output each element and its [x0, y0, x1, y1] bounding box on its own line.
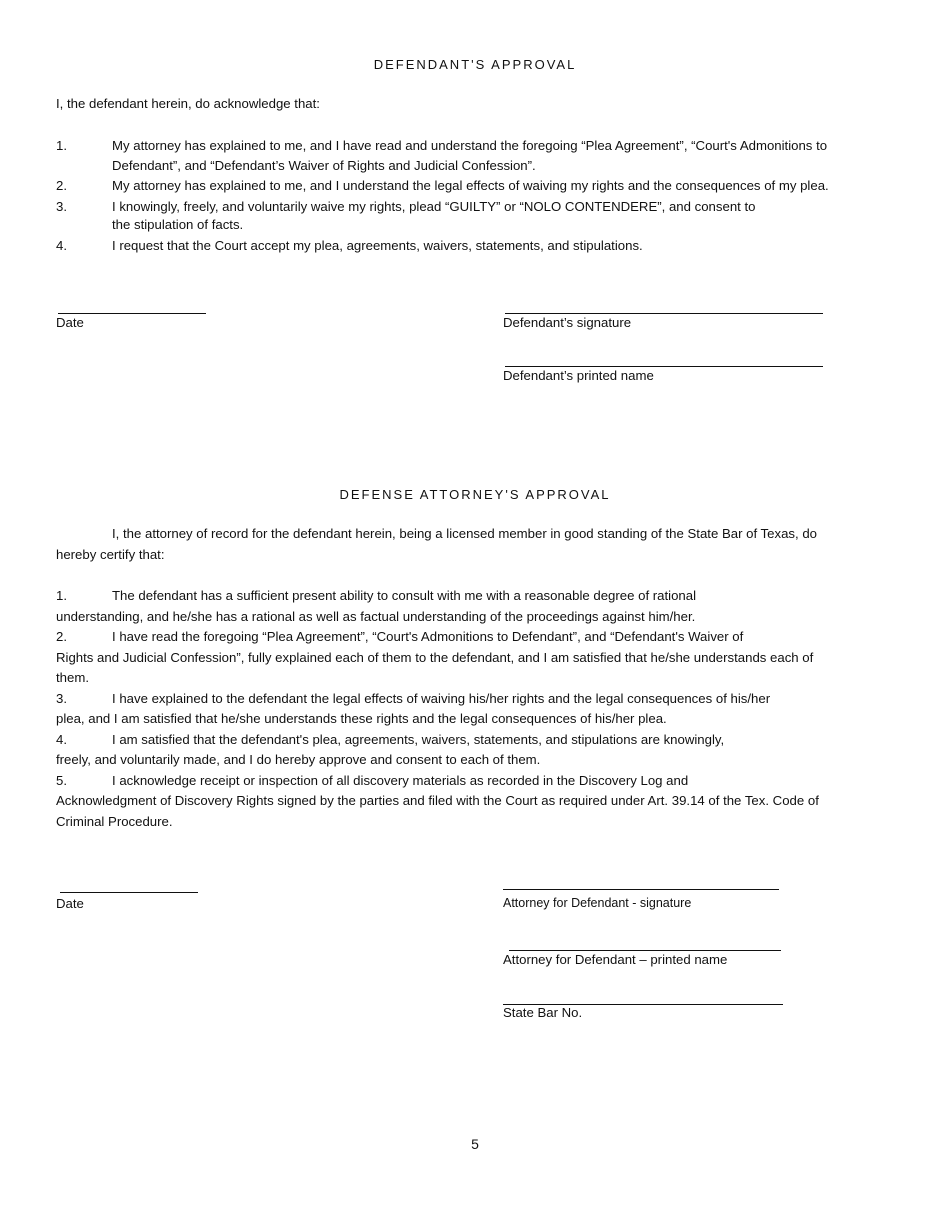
list-item: I request that the Court accept my plea, agreements, waivers, statements, and stipulations.: [112, 238, 643, 253]
list-item: My attorney has explained to me, and I have read and understand the foregoing “Plea Agreement”, “Court's Admonitions to: [112, 138, 828, 153]
attorney-intro: I, the attorney of record for the defendant herein, being a licensed member in good standing of the State Bar of Texas, do: [112, 526, 818, 541]
defendant-signature-line[interactable]: [505, 313, 823, 314]
defendant-intro: I, the defendant herein, do acknowledge that:: [56, 96, 320, 111]
list-item: I knowingly, freely, and voluntarily waive my rights, plead “GUILTY” or “NOLO CONTENDERE”, and consent to: [112, 199, 756, 214]
attorney-approval-heading: DEFENSE ATTORNEY'S APPROVAL: [339, 487, 611, 502]
list-item-number: 2.: [56, 629, 67, 644]
list-item: understanding, and he/she has a rational as well as factual understanding of the proceedings against him/her.: [56, 609, 696, 624]
list-item: Acknowledgment of Discovery Rights signed by the parties and filed with the Court as required under Art. 39.14 of the Tex. Code of: [56, 793, 819, 808]
list-item: Rights and Judicial Confession”, fully explained each of them to the defendant, and I am satisfied that he/she understands each of: [56, 650, 814, 665]
attorney-signature-label: Attorney for Defendant - signature: [503, 896, 692, 910]
list-item-number: 2.: [56, 178, 67, 193]
list-item: The defendant has a sufficient present ability to consult with me with a reasonable degree of rational: [112, 588, 697, 603]
list-item-number: 1.: [56, 138, 67, 153]
list-item: I have explained to the defendant the legal effects of waiving his/her rights and the legal consequences of his/her: [112, 691, 771, 706]
list-item: plea, and I am satisfied that he/she understands these rights and the legal consequences of his/her plea.: [56, 711, 667, 726]
attorney-signature-line[interactable]: [503, 889, 779, 890]
list-item: the stipulation of facts.: [112, 217, 244, 232]
attorney-intro: hereby certify that:: [56, 547, 165, 562]
list-item: I have read the foregoing “Plea Agreement”, “Court's Admonitions to Defendant”, and “Defendant's Waiver of: [112, 629, 744, 644]
list-item-number: 3.: [56, 691, 67, 706]
list-item: Criminal Procedure.: [56, 814, 173, 829]
attorney-date-label: Date: [56, 896, 84, 911]
list-item: I acknowledge receipt or inspection of all discovery materials as recorded in the Discovery Log and: [112, 773, 689, 788]
list-item: I am satisfied that the defendant's plea, agreements, waivers, statements, and stipulations are knowingly,: [112, 732, 725, 747]
attorney-printed-name-line[interactable]: [509, 950, 781, 951]
list-item-number: 5.: [56, 773, 67, 788]
list-item: freely, and voluntarily made, and I do hereby approve and consent to each of them.: [56, 752, 541, 767]
state-bar-number-label: State Bar No.: [503, 1005, 583, 1020]
defendant-printed-name-line[interactable]: [505, 366, 823, 367]
list-item-number: 4.: [56, 238, 67, 253]
list-item-number: 1.: [56, 588, 67, 603]
page-number: 5: [471, 1136, 479, 1152]
list-item: Defendant”, and “Defendant’s Waiver of Rights and Judicial Confession”.: [112, 158, 536, 173]
list-item: My attorney has explained to me, and I understand the legal effects of waiving my rights and the consequences of my plea.: [112, 178, 829, 193]
defendant-approval-heading: DEFENDANT'S APPROVAL: [373, 57, 577, 72]
list-item: them.: [56, 670, 89, 685]
date-label: Date: [56, 315, 84, 330]
defendant-signature-label: Defendant’s signature: [503, 315, 632, 330]
attorney-printed-name-label: Attorney for Defendant – printed name: [503, 952, 728, 967]
defendant-printed-name-label: Defendant’s printed name: [503, 368, 654, 383]
date-signature-line[interactable]: [58, 313, 206, 314]
list-item-number: 3.: [56, 199, 67, 214]
list-item-number: 4.: [56, 732, 67, 747]
attorney-date-signature-line[interactable]: [60, 892, 198, 893]
